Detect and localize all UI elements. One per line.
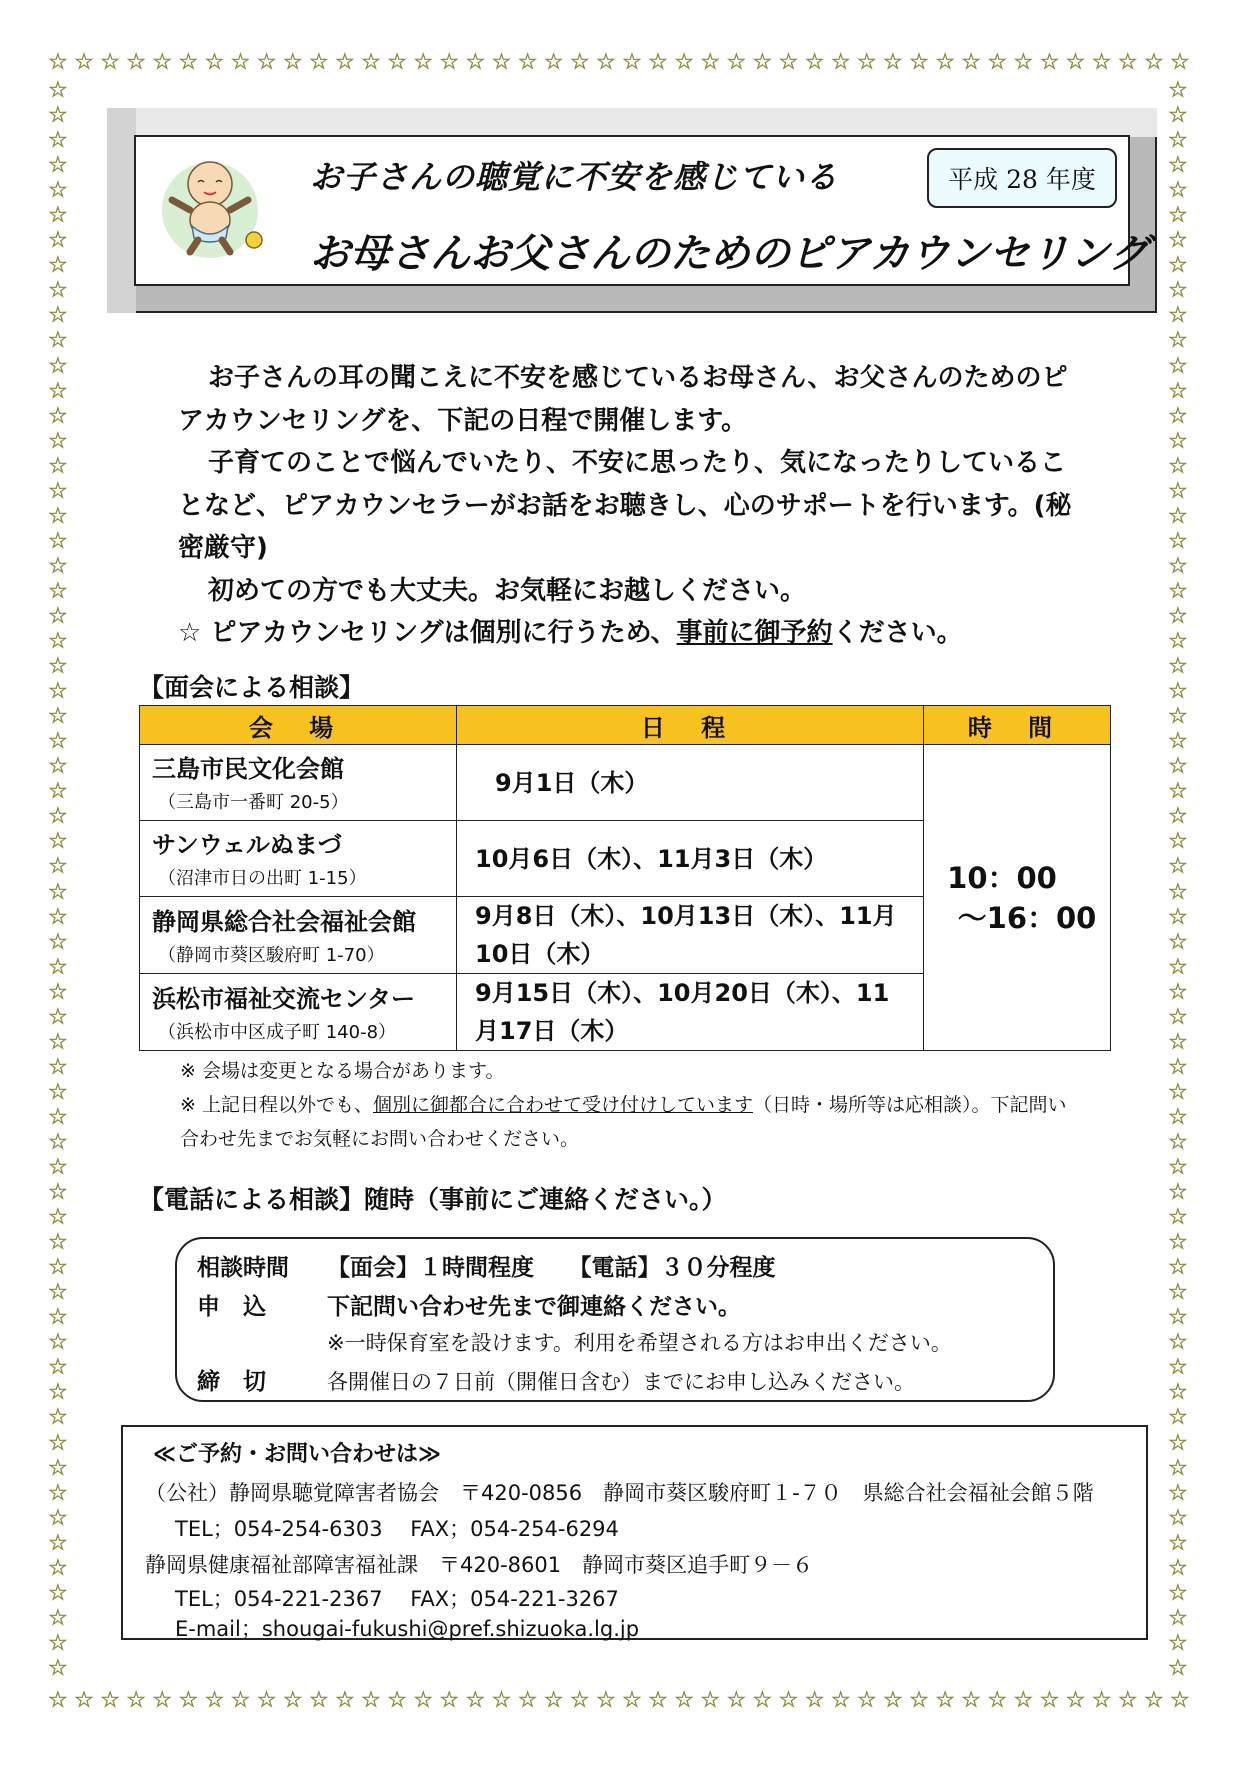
star-icon: ☆	[543, 50, 564, 75]
contact-heading: ≪ご予約・お問い合わせは≫	[153, 1442, 442, 1467]
star-icon: ☆	[491, 50, 512, 75]
star-icon: ☆	[1168, 1555, 1188, 1581]
star-icon: ☆	[1168, 779, 1188, 805]
header-subtitle: お子さんの聴覚に不安を感じている	[310, 158, 839, 196]
star-icon: ☆	[1168, 1630, 1188, 1656]
star-icon: ☆	[1168, 629, 1188, 655]
star-icon: ☆	[48, 103, 68, 129]
star-icon: ☆	[48, 1630, 68, 1656]
star-icon: ☆	[648, 50, 668, 75]
star-icon: ☆	[1168, 153, 1188, 179]
star-icon: ☆	[48, 1230, 68, 1256]
star-icon: ☆	[1091, 50, 1112, 75]
star-icon: ☆	[1168, 553, 1188, 579]
star-icon: ☆	[74, 1688, 94, 1713]
star-icon: ☆	[1168, 1380, 1188, 1406]
intro-paragraph-3: 初めての方でも大丈夫。お気軽にお越しください。	[208, 575, 807, 606]
star-icon: ☆	[48, 1205, 68, 1231]
star-icon: ☆	[48, 1255, 68, 1281]
star-icon: ☆	[335, 1688, 355, 1713]
star-icon: ☆	[1117, 1688, 1138, 1713]
star-icon: ☆	[48, 679, 68, 705]
star-icon: ☆	[387, 50, 407, 75]
star-icon: ☆	[1168, 1405, 1188, 1431]
star-icon: ☆	[439, 50, 460, 75]
star-icon: ☆	[48, 779, 68, 805]
star-icon: ☆	[1168, 578, 1188, 604]
star-icon: ☆	[387, 1688, 407, 1713]
star-icon: ☆	[48, 1129, 68, 1155]
star-icon: ☆	[48, 1405, 68, 1431]
star-icon: ☆	[126, 50, 147, 75]
star-icon: ☆	[48, 1580, 68, 1606]
note-individual	[180, 1088, 1080, 1156]
star-icon: ☆	[48, 879, 68, 905]
star-icon: ☆	[48, 50, 68, 75]
intro-paragraph-2: 子育てのことで悩んでいたり、不安に思ったり、気になったりしていることなど、ピアカウンセラーがお話をお聴きし、心のサポートを行います。(秘密厳守)	[178, 448, 1072, 563]
star-icon: ☆	[48, 253, 68, 279]
star-icon: ☆	[935, 50, 955, 75]
star-icon: ☆	[48, 979, 68, 1005]
intro-text	[178, 357, 1078, 655]
star-icon: ☆	[752, 1688, 773, 1713]
star-icon: ☆	[987, 50, 1008, 75]
star-icon: ☆	[230, 50, 251, 75]
star-icon: ☆	[256, 50, 277, 75]
star-icon: ☆	[1168, 1104, 1188, 1130]
star-border-left	[48, 80, 68, 1680]
star-icon: ☆	[1168, 278, 1188, 304]
star-icon: ☆	[1168, 954, 1188, 980]
star-icon: ☆	[1091, 1688, 1112, 1713]
star-icon: ☆	[1168, 1655, 1188, 1681]
star-icon: ☆	[1143, 50, 1164, 75]
star-icon: ☆	[543, 1688, 564, 1713]
star-icon: ☆	[1039, 50, 1060, 75]
time-end: ～16：00	[957, 900, 1097, 935]
star-icon: ☆	[48, 328, 68, 354]
star-icon: ☆	[48, 954, 68, 980]
star-icon: ☆	[48, 228, 68, 254]
star-icon: ☆	[830, 50, 851, 75]
venue-cell	[140, 974, 457, 1051]
column-header-venue: 会 場	[140, 706, 457, 745]
star-icon: ☆	[178, 50, 199, 75]
star-icon: ☆	[152, 1688, 173, 1713]
star-icon: ☆	[935, 1688, 955, 1713]
star-icon: ☆	[1168, 453, 1188, 479]
star-icon: ☆	[48, 153, 68, 179]
deadline-label: 締 切	[197, 1369, 266, 1395]
star-icon: ☆	[1168, 729, 1188, 755]
star-icon: ☆	[595, 50, 616, 75]
star-icon: ☆	[883, 50, 903, 75]
star-icon: ☆	[256, 1688, 277, 1713]
star-icon: ☆	[48, 1480, 68, 1506]
venue-cell	[140, 745, 457, 821]
star-icon: ☆	[204, 50, 225, 75]
star-icon: ☆	[308, 1688, 329, 1713]
header-title: お母さんお父さんのためのピアカウンセリング	[310, 231, 1149, 277]
star-icon: ☆	[48, 1555, 68, 1581]
star-icon: ☆	[856, 50, 877, 75]
star-icon: ☆	[48, 1505, 68, 1531]
childcare-note: ※一時保育室を設けます。利用を希望される方はお申出ください。	[327, 1331, 952, 1355]
star-icon: ☆	[48, 528, 68, 554]
star-icon: ☆	[48, 1688, 68, 1713]
star-icon: ☆	[1168, 829, 1188, 855]
star-icon: ☆	[1168, 1205, 1188, 1231]
star-icon: ☆	[48, 1280, 68, 1306]
star-icon: ☆	[1168, 253, 1188, 279]
dates-cell: 10月6日（木）、11月3日（木）	[457, 821, 924, 897]
star-icon: ☆	[48, 1155, 68, 1181]
venue-name: 浜松市福祉交流センター	[152, 984, 416, 1013]
star-icon: ☆	[178, 1688, 199, 1713]
star-icon: ☆	[48, 1530, 68, 1556]
star-icon: ☆	[152, 50, 173, 75]
dates-cell: 9月15日（木）、10月20日（木）、11月17日（木）	[457, 974, 924, 1051]
contact-org2: 静岡県健康福祉部障害福祉課 〒420-8601 静岡市葵区追手町９－６	[145, 1553, 814, 1577]
star-icon: ☆	[48, 1079, 68, 1105]
contact-box	[121, 1425, 1148, 1640]
star-icon: ☆	[1168, 804, 1188, 830]
header-bevel-left	[107, 108, 136, 313]
star-icon: ☆	[48, 904, 68, 930]
star-icon: ☆	[804, 50, 825, 75]
star-icon: ☆	[1168, 303, 1188, 329]
star-icon: ☆	[439, 1688, 460, 1713]
star-icon: ☆	[778, 50, 799, 75]
star-icon: ☆	[48, 1305, 68, 1331]
star-icon: ☆	[1168, 228, 1188, 254]
column-header-time: 時 間	[924, 706, 1111, 745]
star-icon: ☆	[361, 1688, 381, 1713]
star-icon: ☆	[465, 1688, 486, 1713]
star-icon: ☆	[856, 1688, 877, 1713]
star-icon: ☆	[48, 729, 68, 755]
star-icon: ☆	[961, 50, 982, 75]
star-icon: ☆	[1168, 1355, 1188, 1381]
star-icon: ☆	[1170, 50, 1190, 75]
star-icon: ☆	[335, 50, 355, 75]
info-row-apply	[197, 1288, 741, 1321]
intro-paragraph-1: お子さんの耳の聞こえに不安を感じているお母さん、お父さんのためのピアカウンセリングを、下記の日程で開催します。	[178, 363, 1068, 436]
star-icon: ☆	[48, 578, 68, 604]
star-icon: ☆	[230, 1688, 251, 1713]
star-icon: ☆	[726, 1688, 747, 1713]
star-icon: ☆	[1168, 1305, 1188, 1331]
schedule-table	[139, 705, 1111, 1051]
star-icon: ☆	[909, 1688, 929, 1713]
star-icon: ☆	[204, 1688, 225, 1713]
star-icon: ☆	[48, 1605, 68, 1631]
note-individual-suffix: （日時・場所等は応相談）。下記問い合わせ先までお気軽にお問い合わせください。	[180, 1094, 1067, 1150]
star-icon: ☆	[1168, 654, 1188, 680]
star-icon: ☆	[1168, 1255, 1188, 1281]
star-icon: ☆	[1168, 1129, 1188, 1155]
star-icon: ☆	[1168, 1079, 1188, 1105]
table-header-row	[140, 706, 1111, 745]
star-icon: ☆	[1168, 1004, 1188, 1030]
star-icon: ☆	[48, 78, 68, 103]
note-venue-change: ※ 会場は変更となる場合があります。	[180, 1060, 505, 1082]
star-icon: ☆	[48, 378, 68, 404]
star-icon: ☆	[1168, 603, 1188, 629]
star-icon: ☆	[48, 128, 68, 154]
star-icon: ☆	[48, 1104, 68, 1130]
star-icon: ☆	[674, 50, 694, 75]
star-icon: ☆	[282, 50, 303, 75]
star-icon: ☆	[48, 203, 68, 229]
star-border-top	[48, 52, 1190, 74]
star-icon: ☆	[48, 754, 68, 780]
star-icon: ☆	[361, 50, 381, 75]
star-icon: ☆	[726, 50, 747, 75]
star-icon: ☆	[48, 428, 68, 454]
star-icon: ☆	[1065, 1688, 1086, 1713]
time-cell	[924, 745, 1111, 1051]
year-badge: 平成 28 年度	[927, 148, 1117, 208]
star-icon: ☆	[48, 1455, 68, 1481]
venue-cell	[140, 821, 457, 897]
star-icon: ☆	[48, 278, 68, 304]
star-icon: ☆	[987, 1688, 1008, 1713]
venue-address: （浜松市中区成子町 140-8）	[158, 1021, 397, 1043]
star-icon: ☆	[1168, 128, 1188, 154]
star-icon: ☆	[48, 654, 68, 680]
star-icon: ☆	[1168, 1605, 1188, 1631]
star-icon: ☆	[1168, 353, 1188, 379]
star-icon: ☆	[1168, 1029, 1188, 1055]
face-to-face-heading: 【面会による相談】	[139, 673, 365, 702]
star-icon: ☆	[1168, 1455, 1188, 1481]
star-icon: ☆	[1168, 1505, 1188, 1531]
reservation-note-suffix: ください。	[832, 618, 963, 648]
reservation-note-prefix: ☆ ピアカウンセリングは個別に行うため、	[178, 618, 677, 648]
star-icon: ☆	[48, 403, 68, 429]
star-icon: ☆	[1013, 50, 1034, 75]
star-icon: ☆	[48, 503, 68, 529]
contact-email-link[interactable]: E-mail；shougai-fukushi@pref.shizuoka.lg.jp	[175, 1617, 640, 1641]
star-icon: ☆	[1168, 203, 1188, 229]
star-icon: ☆	[48, 553, 68, 579]
star-icon: ☆	[100, 1688, 120, 1713]
star-border-bottom	[48, 1690, 1190, 1712]
note-individual-emphasis: 個別に御都合に合わせて受け付けしています	[372, 1094, 753, 1116]
star-icon: ☆	[126, 1688, 147, 1713]
star-icon: ☆	[1168, 178, 1188, 204]
star-icon: ☆	[413, 50, 434, 75]
contact-org2-phone: TEL；054-221-2367 FAX；054-221-3267	[175, 1587, 619, 1611]
star-icon: ☆	[1168, 78, 1188, 103]
star-icon: ☆	[465, 50, 486, 75]
star-icon: ☆	[1065, 50, 1086, 75]
venue-address: （三島市一番町 20-5）	[158, 792, 349, 813]
star-icon: ☆	[48, 854, 68, 880]
star-icon: ☆	[1168, 1155, 1188, 1181]
star-icon: ☆	[909, 50, 929, 75]
star-icon: ☆	[1168, 1580, 1188, 1606]
header-bevel-top	[107, 108, 1157, 137]
intro-paragraph-4	[178, 612, 1078, 655]
star-icon: ☆	[1168, 478, 1188, 504]
star-icon: ☆	[1168, 754, 1188, 780]
star-icon: ☆	[48, 1029, 68, 1055]
star-icon: ☆	[778, 1688, 799, 1713]
star-icon: ☆	[569, 1688, 590, 1713]
star-icon: ☆	[1168, 679, 1188, 705]
baby-illustration-icon	[158, 148, 268, 260]
star-icon: ☆	[752, 50, 773, 75]
star-icon: ☆	[1168, 528, 1188, 554]
star-icon: ☆	[830, 1688, 851, 1713]
time-value: 【面会】１時間程度 【電話】３０分程度	[327, 1255, 776, 1281]
star-icon: ☆	[1168, 503, 1188, 529]
info-row-time	[197, 1249, 776, 1282]
star-icon: ☆	[48, 178, 68, 204]
star-icon: ☆	[1168, 854, 1188, 880]
star-icon: ☆	[674, 1688, 694, 1713]
note-individual-prefix: ※ 上記日程以外でも、	[180, 1094, 373, 1116]
star-icon: ☆	[48, 453, 68, 479]
star-icon: ☆	[48, 353, 68, 379]
venue-address: （沼津市日の出町 1-15）	[158, 868, 367, 889]
star-icon: ☆	[74, 50, 94, 75]
info-row-deadline	[197, 1363, 915, 1396]
star-icon: ☆	[1168, 1480, 1188, 1506]
star-icon: ☆	[1168, 904, 1188, 930]
star-icon: ☆	[413, 1688, 434, 1713]
star-icon: ☆	[648, 1688, 668, 1713]
star-icon: ☆	[491, 1688, 512, 1713]
star-icon: ☆	[1039, 1688, 1060, 1713]
star-icon: ☆	[48, 629, 68, 655]
star-icon: ☆	[517, 1688, 538, 1713]
star-icon: ☆	[1168, 1330, 1188, 1356]
star-icon: ☆	[1168, 103, 1188, 129]
star-icon: ☆	[48, 929, 68, 955]
star-icon: ☆	[48, 1330, 68, 1356]
star-icon: ☆	[48, 1180, 68, 1206]
star-icon: ☆	[517, 50, 538, 75]
star-icon: ☆	[48, 1380, 68, 1406]
star-icon: ☆	[700, 1688, 721, 1713]
venue-name: サンウェルぬまづ	[152, 831, 342, 859]
star-icon: ☆	[1168, 704, 1188, 730]
star-icon: ☆	[622, 50, 642, 75]
time-start: 10：00	[947, 860, 1057, 895]
star-icon: ☆	[1170, 1688, 1190, 1713]
star-icon: ☆	[1168, 378, 1188, 404]
consultation-info-box	[175, 1237, 1055, 1402]
reservation-note-emphasis: 事前に御予約	[676, 618, 833, 648]
dates-cell: 9月8日（木）、10月13日（木）、11月10日（木）	[457, 897, 924, 974]
apply-value: 下記問い合わせ先まで御連絡ください。	[327, 1294, 741, 1320]
star-icon: ☆	[308, 50, 329, 75]
star-icon: ☆	[282, 1688, 303, 1713]
star-icon: ☆	[48, 1054, 68, 1080]
star-border-right	[1168, 80, 1188, 1680]
star-icon: ☆	[569, 50, 590, 75]
phone-heading: 【電話による相談】随時（事前にご連絡ください。）	[139, 1185, 727, 1214]
star-icon: ☆	[48, 829, 68, 855]
venue-name: 三島市民文化会館	[152, 755, 344, 783]
star-icon: ☆	[100, 50, 120, 75]
star-icon: ☆	[1168, 328, 1188, 354]
venue-name: 静岡県総合社会福祉会館	[152, 907, 416, 936]
contact-org1-phone: TEL；054-254-6303 FAX；054-254-6294	[175, 1517, 619, 1541]
star-icon: ☆	[48, 303, 68, 329]
star-icon: ☆	[48, 478, 68, 504]
star-icon: ☆	[1168, 1280, 1188, 1306]
column-header-dates: 日 程	[457, 706, 924, 745]
star-icon: ☆	[48, 1430, 68, 1456]
contact-org1: （公社）静岡県聴覚障害者協会 〒420-0856 静岡市葵区駿府町１-７０ 県総合社会福祉会館５階	[145, 1481, 1094, 1505]
table-row	[140, 745, 1111, 821]
star-icon: ☆	[1168, 1430, 1188, 1456]
venue-address: （静岡市葵区駿府町 1-70）	[158, 944, 385, 966]
venue-cell	[140, 897, 457, 974]
star-icon: ☆	[48, 1655, 68, 1681]
star-icon: ☆	[1168, 1054, 1188, 1080]
star-icon: ☆	[961, 1688, 982, 1713]
star-icon: ☆	[48, 704, 68, 730]
star-icon: ☆	[48, 603, 68, 629]
schedule-notes	[180, 1054, 1080, 1156]
star-icon: ☆	[595, 1688, 616, 1713]
star-icon: ☆	[1168, 1180, 1188, 1206]
star-icon: ☆	[804, 1688, 825, 1713]
star-icon: ☆	[48, 804, 68, 830]
star-icon: ☆	[1168, 929, 1188, 955]
star-icon: ☆	[1168, 979, 1188, 1005]
star-icon: ☆	[700, 50, 721, 75]
dates-cell: 9月1日（木）	[457, 745, 924, 821]
star-icon: ☆	[1143, 1688, 1164, 1713]
star-icon: ☆	[1013, 1688, 1034, 1713]
star-icon: ☆	[883, 1688, 903, 1713]
star-icon: ☆	[1168, 403, 1188, 429]
star-icon: ☆	[1168, 879, 1188, 905]
star-icon: ☆	[1168, 1230, 1188, 1256]
deadline-value: 各開催日の７日前（開催日含む）までにお申し込みください。	[327, 1370, 915, 1394]
time-label: 相談時間	[197, 1255, 289, 1281]
star-icon: ☆	[1117, 50, 1138, 75]
apply-label: 申 込	[197, 1294, 266, 1320]
star-icon: ☆	[622, 1688, 642, 1713]
star-icon: ☆	[1168, 1530, 1188, 1556]
star-icon: ☆	[1168, 428, 1188, 454]
star-icon: ☆	[48, 1004, 68, 1030]
star-icon: ☆	[48, 1355, 68, 1381]
